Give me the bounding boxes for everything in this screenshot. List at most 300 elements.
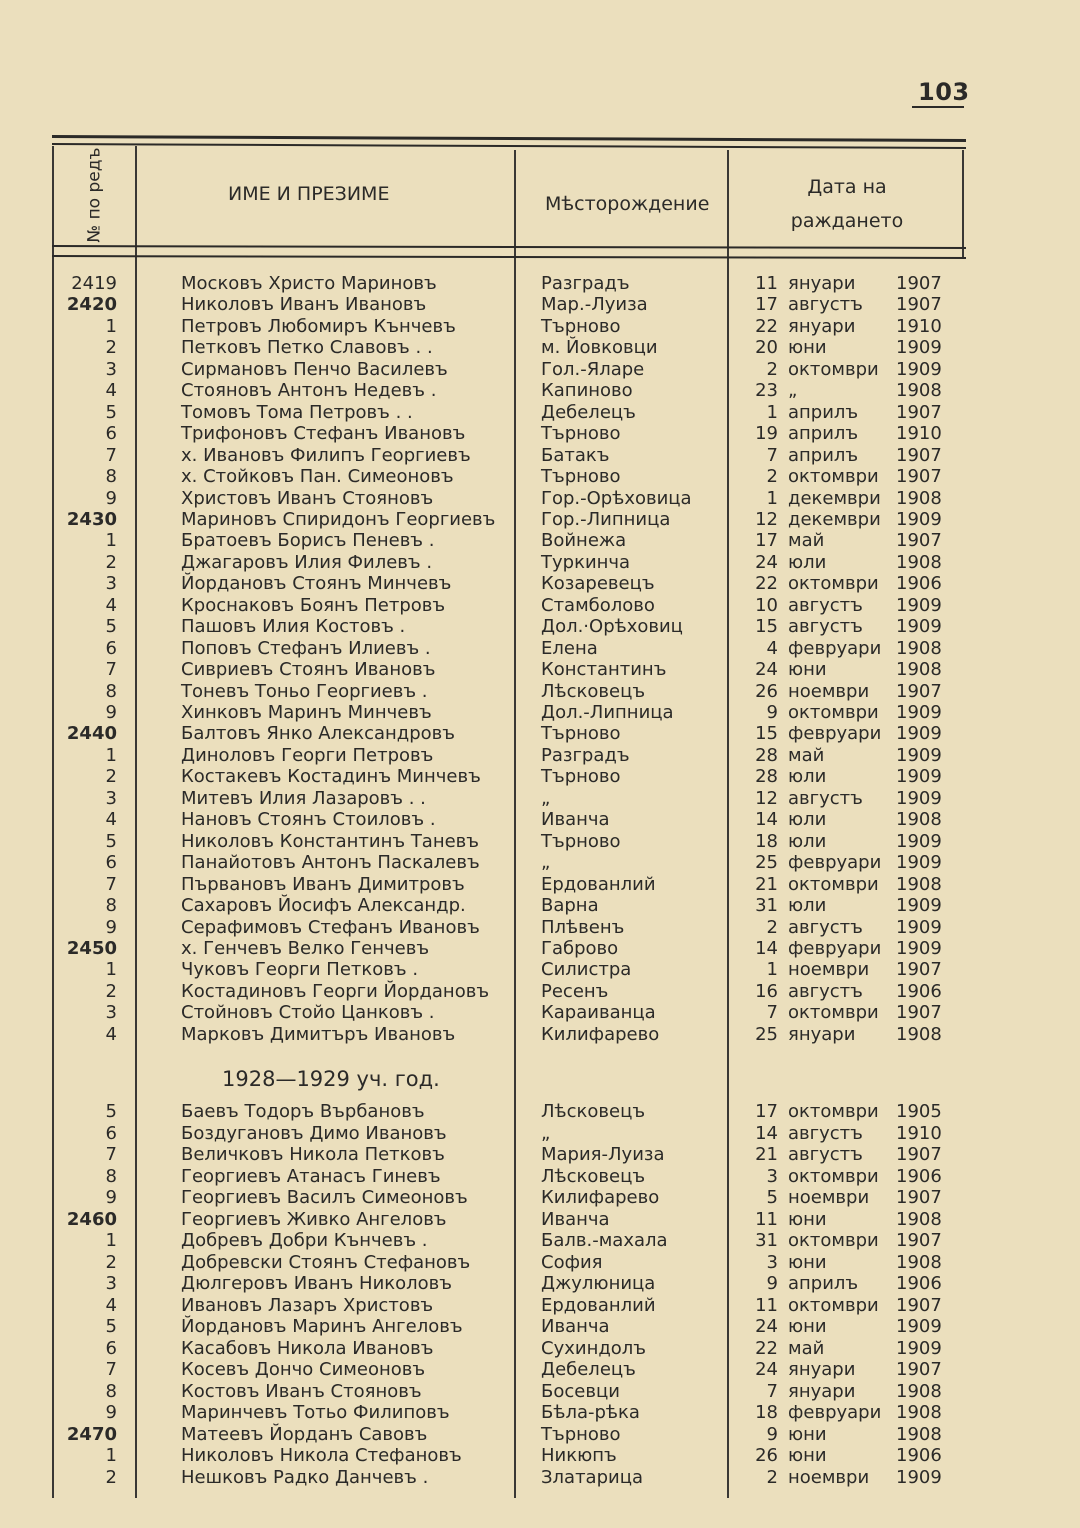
birthplace: Варна [541, 895, 599, 917]
table-row [0, 1187, 1080, 1209]
birth-year: 1908 [896, 380, 942, 402]
student-name: Стояновъ Антонъ Недевъ . [181, 380, 437, 402]
row-number: 2 [105, 1466, 117, 1488]
table-row [0, 402, 1080, 424]
student-name: Косевъ Дончо Симеоновъ [181, 1359, 426, 1380]
birthplace: Козаревецъ [541, 573, 655, 595]
birth-month: ноември [788, 1187, 870, 1208]
birth-day: 18 [755, 1402, 778, 1423]
birth-month: августъ [788, 787, 863, 809]
student-name: Диноловъ Георги Петровъ [181, 744, 434, 766]
table-row [0, 1252, 1080, 1274]
table-row [0, 1381, 1080, 1403]
birth-day: 12 [755, 508, 778, 530]
table-row [0, 488, 1080, 510]
birthplace: Караиванца [541, 1002, 656, 1024]
birthplace: Капиново [541, 380, 633, 402]
birth-year: 1908 [896, 1251, 942, 1273]
birth-day: 22 [755, 1337, 778, 1359]
birth-month: юни [788, 1251, 827, 1273]
birth-month: августъ [788, 1122, 863, 1144]
birthplace: Търново [541, 1423, 621, 1445]
table-row [0, 659, 1080, 681]
row-number: 7 [105, 1359, 117, 1380]
student-name: Костадиновъ Георги Йордановъ [181, 980, 490, 1002]
birth-month: ноември [788, 1466, 870, 1488]
row-number: 7 [105, 659, 117, 681]
birth-year: 1908 [896, 1208, 942, 1230]
birth-year: 1908 [896, 809, 942, 831]
birth-year: 1909 [896, 594, 942, 616]
row-number: 3 [105, 1273, 117, 1294]
row-number: 2470 [66, 1423, 117, 1445]
birth-month: юни [788, 659, 827, 681]
birth-month: октомври [788, 1165, 879, 1187]
table-row [0, 895, 1080, 917]
table-row [0, 1144, 1080, 1166]
birth-month: априлъ [788, 1273, 859, 1294]
table-row [0, 466, 1080, 488]
birth-day: 2 [766, 916, 778, 938]
birth-month: февруари [788, 937, 882, 959]
table-row [0, 788, 1080, 810]
table-row [0, 1123, 1080, 1145]
birth-year: 1907 [896, 959, 942, 981]
birth-month: октомври [788, 873, 879, 895]
student-name: Нановъ Стоянъ Стоиловъ . [181, 809, 436, 831]
student-name: Чуковъ Георги Петковъ . [181, 959, 419, 981]
student-name: Касабовъ Никола Ивановъ [181, 1337, 434, 1359]
birth-day: 18 [755, 830, 778, 852]
birth-year: 1909 [896, 830, 942, 852]
student-name: Серафимовъ Стефанъ Ивановъ [181, 916, 480, 938]
birth-month: юни [788, 337, 827, 359]
table-row [0, 766, 1080, 788]
header-number-label: № по редъ [85, 147, 105, 243]
row-number: 9 [105, 1402, 117, 1423]
birth-month: априлъ [788, 423, 859, 445]
table-row [0, 316, 1080, 338]
table-row [0, 1101, 1080, 1123]
birth-year: 1908 [896, 637, 942, 659]
birth-year: 1907 [896, 1187, 942, 1208]
table-row [0, 445, 1080, 467]
birthplace: Плѣвенъ [541, 916, 625, 938]
birthplace: „ [541, 1122, 551, 1144]
birth-year: 1909 [896, 787, 942, 809]
table-row [0, 1445, 1080, 1467]
table-row [0, 1209, 1080, 1231]
birthplace: Иванча [541, 1316, 610, 1337]
row-number: 7 [105, 873, 117, 895]
header-date-label-2: раждането [790, 210, 904, 232]
student-name: х. Ивановъ Филипъ Георгиевъ [181, 444, 471, 466]
birthplace: Войнежа [541, 530, 627, 552]
student-name: Петровъ Любомиръ Кънчевъ [181, 315, 456, 337]
row-number: 6 [105, 1337, 117, 1359]
row-number: 2 [105, 1251, 117, 1273]
birthplace: Лѣсковецъ [541, 680, 646, 702]
birth-year: 1909 [896, 358, 942, 380]
birth-day: 21 [755, 1144, 778, 1165]
table-row [0, 380, 1080, 402]
row-number: 2 [105, 551, 117, 573]
row-number: 7 [105, 444, 117, 466]
student-name: Добревски Стоянъ Стефановъ [181, 1251, 471, 1273]
student-name: Величковъ Никола Петковъ [181, 1144, 445, 1165]
birth-day: 2 [766, 466, 778, 488]
row-number: 2450 [66, 937, 117, 959]
section-title: 1928—1929 уч. год. [222, 1067, 440, 1091]
birth-year: 1907 [896, 294, 942, 316]
table-row [0, 1359, 1080, 1381]
student-name: Пашовъ Илия Костовъ . [181, 616, 406, 638]
birthplace: Разградъ [541, 273, 630, 294]
table-row [0, 852, 1080, 874]
row-number: 6 [105, 423, 117, 445]
table-row [0, 1402, 1080, 1424]
birth-year: 1906 [896, 573, 942, 595]
birth-year: 1908 [896, 1023, 942, 1045]
birthplace: Ердованлий [541, 1294, 656, 1316]
birth-month: ноември [788, 680, 870, 702]
student-name: Георгиевъ Василъ Симеоновъ [181, 1187, 468, 1208]
header-name-label: ИМЕ И ПРЕЗИМЕ [228, 183, 390, 205]
header-bottom-rule [52, 245, 966, 249]
birth-month: януари [788, 315, 856, 337]
birth-day: 26 [755, 680, 778, 702]
page-number: 103 [918, 78, 970, 106]
student-name: Сирмановъ Пенчо Василевъ [181, 358, 448, 380]
birth-day: 25 [755, 852, 778, 874]
table-top-rule [52, 135, 966, 142]
table-row [0, 294, 1080, 316]
birth-year: 1909 [896, 616, 942, 638]
row-number: 1 [105, 1230, 117, 1251]
student-name: Петковъ Петко Славовъ . . [181, 337, 433, 359]
birthplace: Златарица [541, 1466, 643, 1488]
birthplace: Джулюница [541, 1273, 656, 1294]
birthplace: Никюпъ [541, 1445, 617, 1466]
student-name: Хинковъ Маринъ Минчевъ [181, 702, 432, 723]
student-name: Московъ Христо Мариновъ [181, 273, 437, 294]
birthplace: Балв.-махала [541, 1230, 668, 1251]
birth-day: 7 [766, 1002, 778, 1024]
row-number: 8 [105, 895, 117, 917]
birth-month: юли [788, 809, 827, 831]
table-row [0, 874, 1080, 896]
table-row [0, 616, 1080, 638]
birth-day: 1 [766, 487, 778, 509]
birth-month: октомври [788, 573, 879, 595]
table-row [0, 831, 1080, 853]
table-row [0, 1273, 1080, 1295]
birth-month: юни [788, 1445, 827, 1466]
birth-day: 24 [755, 1359, 778, 1380]
birth-day: 23 [755, 380, 778, 402]
birth-month: юли [788, 895, 827, 917]
birth-year: 1910 [896, 315, 942, 337]
row-number: 2460 [66, 1208, 117, 1230]
birthplace: Търново [541, 315, 621, 337]
student-name: Баевъ Тодоръ Върбановъ [181, 1101, 425, 1122]
birthplace: Дебелецъ [541, 401, 636, 423]
birth-month: януари [788, 1380, 856, 1402]
table-row [0, 917, 1080, 939]
birth-year: 1909 [896, 1466, 942, 1488]
row-number: 3 [105, 787, 117, 809]
birth-month: януари [788, 1023, 856, 1045]
birthplace: Дол.-Липница [541, 702, 674, 723]
birth-day: 2 [766, 1466, 778, 1488]
birth-year: 1907 [896, 444, 942, 466]
table-row [0, 959, 1080, 981]
row-number: 5 [105, 830, 117, 852]
birth-year: 1909 [896, 766, 942, 788]
birth-year: 1909 [896, 1337, 942, 1359]
birth-year: 1907 [896, 1002, 942, 1024]
birth-day: 5 [766, 1187, 778, 1208]
birth-month: августъ [788, 1144, 863, 1165]
table-row [0, 573, 1080, 595]
birth-day: 15 [755, 723, 778, 745]
birth-year: 1910 [896, 423, 942, 445]
student-name: Николовъ Иванъ Ивановъ [181, 294, 427, 316]
row-number: 9 [105, 916, 117, 938]
header-place-label: Мѣсторождение [545, 193, 710, 215]
student-name: Ивановъ Лазаръ Христовъ [181, 1294, 434, 1316]
table-row [0, 595, 1080, 617]
birth-year: 1909 [896, 916, 942, 938]
row-number: 2430 [66, 508, 117, 530]
table-row [0, 1424, 1080, 1446]
row-number: 3 [105, 358, 117, 380]
birthplace: „ [541, 787, 551, 809]
birth-month: декември [788, 508, 881, 530]
birth-year: 1906 [896, 1165, 942, 1187]
student-name: Сивриевъ Стоянъ Ивановъ [181, 659, 436, 681]
birthplace: Бѣла-рѣка [541, 1402, 640, 1423]
birth-day: 10 [755, 594, 778, 616]
column-divider [962, 150, 964, 258]
birth-day: 12 [755, 787, 778, 809]
birthplace: Иванча [541, 809, 610, 831]
student-name: Сахаровъ Йосифъ Александр. [181, 895, 466, 917]
birth-day: 22 [755, 315, 778, 337]
birth-day: 17 [755, 530, 778, 552]
row-number: 5 [105, 401, 117, 423]
birth-day: 11 [755, 1208, 778, 1230]
student-name: Томовъ Тома Петровъ . . [181, 401, 413, 423]
birth-day: 14 [755, 809, 778, 831]
birthplace: „ [541, 852, 551, 874]
birth-day: 21 [755, 873, 778, 895]
row-number: 8 [105, 1380, 117, 1402]
birth-day: 20 [755, 337, 778, 359]
student-name: Георгиевъ Живко Ангеловъ [181, 1208, 447, 1230]
birthplace: Търново [541, 723, 621, 745]
student-name: х. Генчевъ Велко Генчевъ [181, 937, 430, 959]
birth-day: 7 [766, 444, 778, 466]
birth-day: 24 [755, 551, 778, 573]
birthplace: Гол.-Яларе [541, 358, 645, 380]
birthplace: Сухиндолъ [541, 1337, 647, 1359]
birth-year: 1909 [896, 852, 942, 874]
birth-month: априлъ [788, 444, 859, 466]
student-name: Митевъ Илия Лазаровъ . . [181, 787, 426, 809]
row-number: 2420 [66, 294, 117, 316]
birthplace: София [541, 1251, 603, 1273]
birthplace: Ердованлий [541, 873, 656, 895]
birth-month: юни [788, 1316, 827, 1337]
birth-month: октомври [788, 358, 879, 380]
row-number: 5 [105, 1316, 117, 1337]
row-number: 8 [105, 680, 117, 702]
birth-year: 1907 [896, 466, 942, 488]
row-number: 2 [105, 337, 117, 359]
birth-month: „ [788, 380, 798, 402]
table-row [0, 530, 1080, 552]
row-number: 6 [105, 852, 117, 874]
row-number: 4 [105, 594, 117, 616]
birth-month: юли [788, 830, 827, 852]
row-number: 6 [105, 637, 117, 659]
row-number: 1 [105, 744, 117, 766]
birthplace: м. Йовковци [541, 337, 658, 359]
student-name: Георгиевъ Атанасъ Гиневъ [181, 1165, 441, 1187]
row-number: 4 [105, 1294, 117, 1316]
row-number: 6 [105, 1122, 117, 1144]
birth-month: май [788, 1337, 825, 1359]
birth-day: 9 [766, 702, 778, 723]
header-date-label-1: Дата на [807, 176, 887, 198]
birth-month: юни [788, 1423, 827, 1445]
birth-day: 14 [755, 1122, 778, 1144]
birth-month: априлъ [788, 401, 859, 423]
birth-day: 1 [766, 959, 778, 981]
birthplace: Търново [541, 766, 621, 788]
birth-year: 1909 [896, 895, 942, 917]
birth-month: октомври [788, 1101, 879, 1122]
student-name: Първановъ Иванъ Димитровъ [181, 873, 465, 895]
birth-month: май [788, 530, 825, 552]
birth-month: февруари [788, 852, 882, 874]
student-name: Костовъ Иванъ Стояновъ [181, 1380, 422, 1402]
row-number: 8 [105, 466, 117, 488]
birthplace: Лѣсковецъ [541, 1165, 646, 1187]
student-name: Кроснаковъ Боянъ Петровъ [181, 594, 446, 616]
row-number: 2 [105, 766, 117, 788]
table-row [0, 423, 1080, 445]
student-name: Йордановъ Маринъ Ангеловъ [181, 1316, 463, 1337]
table-row [0, 981, 1080, 1003]
birth-year: 1908 [896, 487, 942, 509]
student-name: х. Стойковъ Пан. Симеоновъ [181, 466, 454, 488]
birth-day: 25 [755, 1023, 778, 1045]
birthplace: Константинъ [541, 659, 667, 681]
birthplace: Търново [541, 423, 621, 445]
birth-year: 1907 [896, 273, 942, 294]
birth-month: октомври [788, 1230, 879, 1251]
birth-year: 1908 [896, 1380, 942, 1402]
student-name: Марковъ Димитъръ Ивановъ [181, 1023, 456, 1045]
birthplace: Туркинча [541, 551, 631, 573]
student-name: Братоевъ Борисъ Пеневъ . [181, 530, 435, 552]
birthplace: Силистра [541, 959, 632, 981]
birth-year: 1908 [896, 1423, 942, 1445]
student-name: Христовъ Иванъ Стояновъ [181, 487, 434, 509]
birthplace: Ресенъ [541, 980, 609, 1002]
birth-day: 17 [755, 1101, 778, 1122]
row-number: 2440 [66, 723, 117, 745]
table-row [0, 723, 1080, 745]
birth-day: 31 [755, 1230, 778, 1251]
birth-day: 17 [755, 294, 778, 316]
student-name: Балтовъ Янко Александровъ [181, 723, 455, 745]
birthplace: Килифарево [541, 1023, 660, 1045]
row-number: 1 [105, 530, 117, 552]
birth-year: 1906 [896, 1445, 942, 1466]
birth-day: 26 [755, 1445, 778, 1466]
header-bottom-rule-thin [52, 255, 966, 259]
birth-year: 1907 [896, 1230, 942, 1251]
birth-month: августъ [788, 916, 863, 938]
birthplace: Разградъ [541, 744, 630, 766]
row-number: 9 [105, 702, 117, 723]
row-number: 1 [105, 315, 117, 337]
birth-day: 11 [755, 1294, 778, 1316]
birth-day: 24 [755, 659, 778, 681]
birth-day: 31 [755, 895, 778, 917]
birthplace: Килифарево [541, 1187, 660, 1208]
birth-year: 1907 [896, 680, 942, 702]
birth-year: 1909 [896, 937, 942, 959]
birthplace: Мария-Луиза [541, 1144, 665, 1165]
birth-year: 1908 [896, 1402, 942, 1423]
birth-month: февруари [788, 637, 882, 659]
birth-day: 28 [755, 766, 778, 788]
birth-year: 1910 [896, 1122, 942, 1144]
birth-month: февруари [788, 1402, 882, 1423]
birth-day: 24 [755, 1316, 778, 1337]
student-name: Матеевъ Йорданъ Савовъ [181, 1423, 428, 1445]
birthplace: Дебелецъ [541, 1359, 636, 1380]
row-number: 5 [105, 1101, 117, 1122]
table-row [0, 509, 1080, 531]
birth-day: 15 [755, 616, 778, 638]
birth-year: 1909 [896, 702, 942, 723]
birth-day: 7 [766, 1380, 778, 1402]
birth-day: 22 [755, 573, 778, 595]
row-number: 3 [105, 573, 117, 595]
table-row [0, 1467, 1080, 1489]
birth-day: 11 [755, 273, 778, 294]
student-name: Мариновъ Спиридонъ Георгиевъ [181, 508, 496, 530]
birth-month: юли [788, 766, 827, 788]
table-top-rule-thin [52, 143, 966, 149]
student-name: Дюлгеровъ Иванъ Николовъ [181, 1273, 453, 1294]
birthplace: Търново [541, 466, 621, 488]
table-row [0, 359, 1080, 381]
table-row [0, 337, 1080, 359]
table-row [0, 1166, 1080, 1188]
birth-year: 1906 [896, 1273, 942, 1294]
birth-day: 2 [766, 358, 778, 380]
table-row [0, 273, 1080, 295]
student-name: Маринчевъ Тотьо Филиповъ [181, 1402, 450, 1423]
student-name: Добревъ Добри Кънчевъ . [181, 1230, 428, 1251]
row-number: 1 [105, 959, 117, 981]
